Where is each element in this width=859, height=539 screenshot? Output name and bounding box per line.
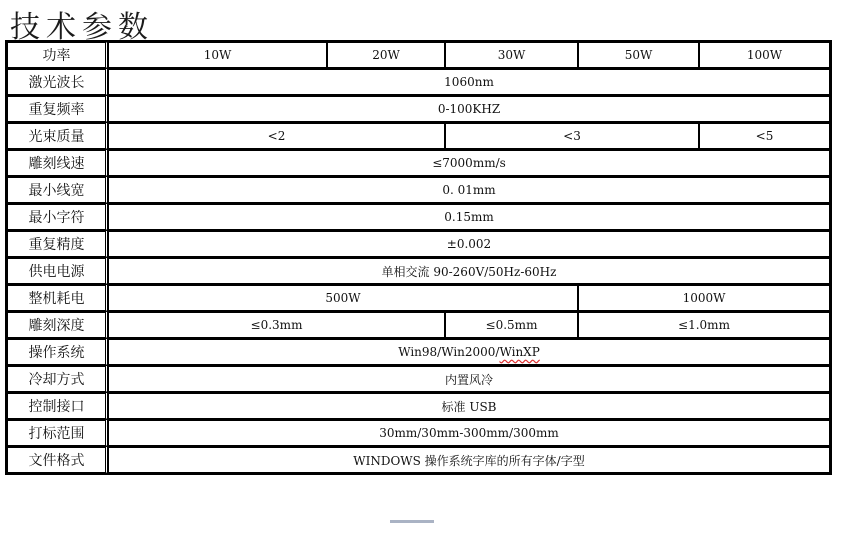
table-row xyxy=(7,68,830,95)
row-label-power-supply: 供电电源 xyxy=(7,257,108,284)
rep-frequency-value: 0-100KHZ xyxy=(108,95,830,122)
power-value-30w: 30W xyxy=(445,42,578,68)
row-label-wavelength: 激光波长 xyxy=(7,68,108,95)
os-value xyxy=(108,338,830,365)
beam-quality-value-1: <2 xyxy=(108,122,445,149)
marking-range-value: 30mm/30mm-300mm/300mm xyxy=(108,419,830,446)
cooling-value: 内置风冷 xyxy=(108,365,830,392)
power-supply-value: 单相交流 90-260V/50Hz-60Hz xyxy=(108,257,830,284)
table-row xyxy=(7,230,830,257)
row-label-marking-range: 打标范围 xyxy=(7,419,108,446)
page-title: 技术参数 xyxy=(10,10,154,45)
interface-value: 标准 USB xyxy=(108,392,830,419)
spec-table xyxy=(5,40,832,475)
table-row xyxy=(7,257,830,284)
table-row xyxy=(7,284,830,311)
selection-marker xyxy=(390,520,434,523)
os-value-prefix: Win98/Win2000/ xyxy=(398,345,500,359)
engrave-depth-value-1: ≤0.3mm xyxy=(108,311,445,338)
engrave-depth-value-2: ≤0.5mm xyxy=(445,311,578,338)
row-label-min-char: 最小字符 xyxy=(7,203,108,230)
row-label-os: 操作系统 xyxy=(7,338,108,365)
row-label-min-line-width: 最小线宽 xyxy=(7,176,108,203)
row-label-beam-quality: 光束质量 xyxy=(7,122,108,149)
engrave-speed-value: ≤7000mm/s xyxy=(108,149,830,176)
file-format-value: WINDOWS 操作系统字库的所有字体/字型 xyxy=(108,446,830,473)
row-label-cooling: 冷却方式 xyxy=(7,365,108,392)
table-row xyxy=(7,311,830,338)
repeat-precision-value: ±0.002 xyxy=(108,230,830,257)
table-row xyxy=(7,338,830,365)
table-row xyxy=(7,149,830,176)
wavelength-value: 1060nm xyxy=(108,68,830,95)
row-label-power: 功率 xyxy=(7,42,108,68)
power-value-20w: 20W xyxy=(327,42,445,68)
beam-quality-value-3: <5 xyxy=(699,122,830,149)
table-row xyxy=(7,95,830,122)
consumption-value-2: 1000W xyxy=(578,284,830,311)
table-row xyxy=(7,392,830,419)
spellcheck-marked-text: WinXP xyxy=(499,345,540,359)
consumption-value-1: 500W xyxy=(108,284,578,311)
power-value-100w: 100W xyxy=(699,42,830,68)
table-row xyxy=(7,365,830,392)
table-row xyxy=(7,42,830,68)
min-line-width-value: 0. 01mm xyxy=(108,176,830,203)
table-row xyxy=(7,446,830,473)
row-label-file-format: 文件格式 xyxy=(7,446,108,473)
row-label-engrave-speed: 雕刻线速 xyxy=(7,149,108,176)
power-value-50w: 50W xyxy=(578,42,699,68)
row-label-repeat-precision: 重复精度 xyxy=(7,230,108,257)
row-label-consumption: 整机耗电 xyxy=(7,284,108,311)
row-label-engrave-depth: 雕刻深度 xyxy=(7,311,108,338)
min-char-value: 0.15mm xyxy=(108,203,830,230)
beam-quality-value-2: <3 xyxy=(445,122,699,149)
row-label-rep-frequency: 重复频率 xyxy=(7,95,108,122)
table-row xyxy=(7,122,830,149)
row-label-interface: 控制接口 xyxy=(7,392,108,419)
engrave-depth-value-3: ≤1.0mm xyxy=(578,311,830,338)
table-row xyxy=(7,176,830,203)
power-value-10w: 10W xyxy=(108,42,327,68)
table-row xyxy=(7,419,830,446)
table-row xyxy=(7,203,830,230)
